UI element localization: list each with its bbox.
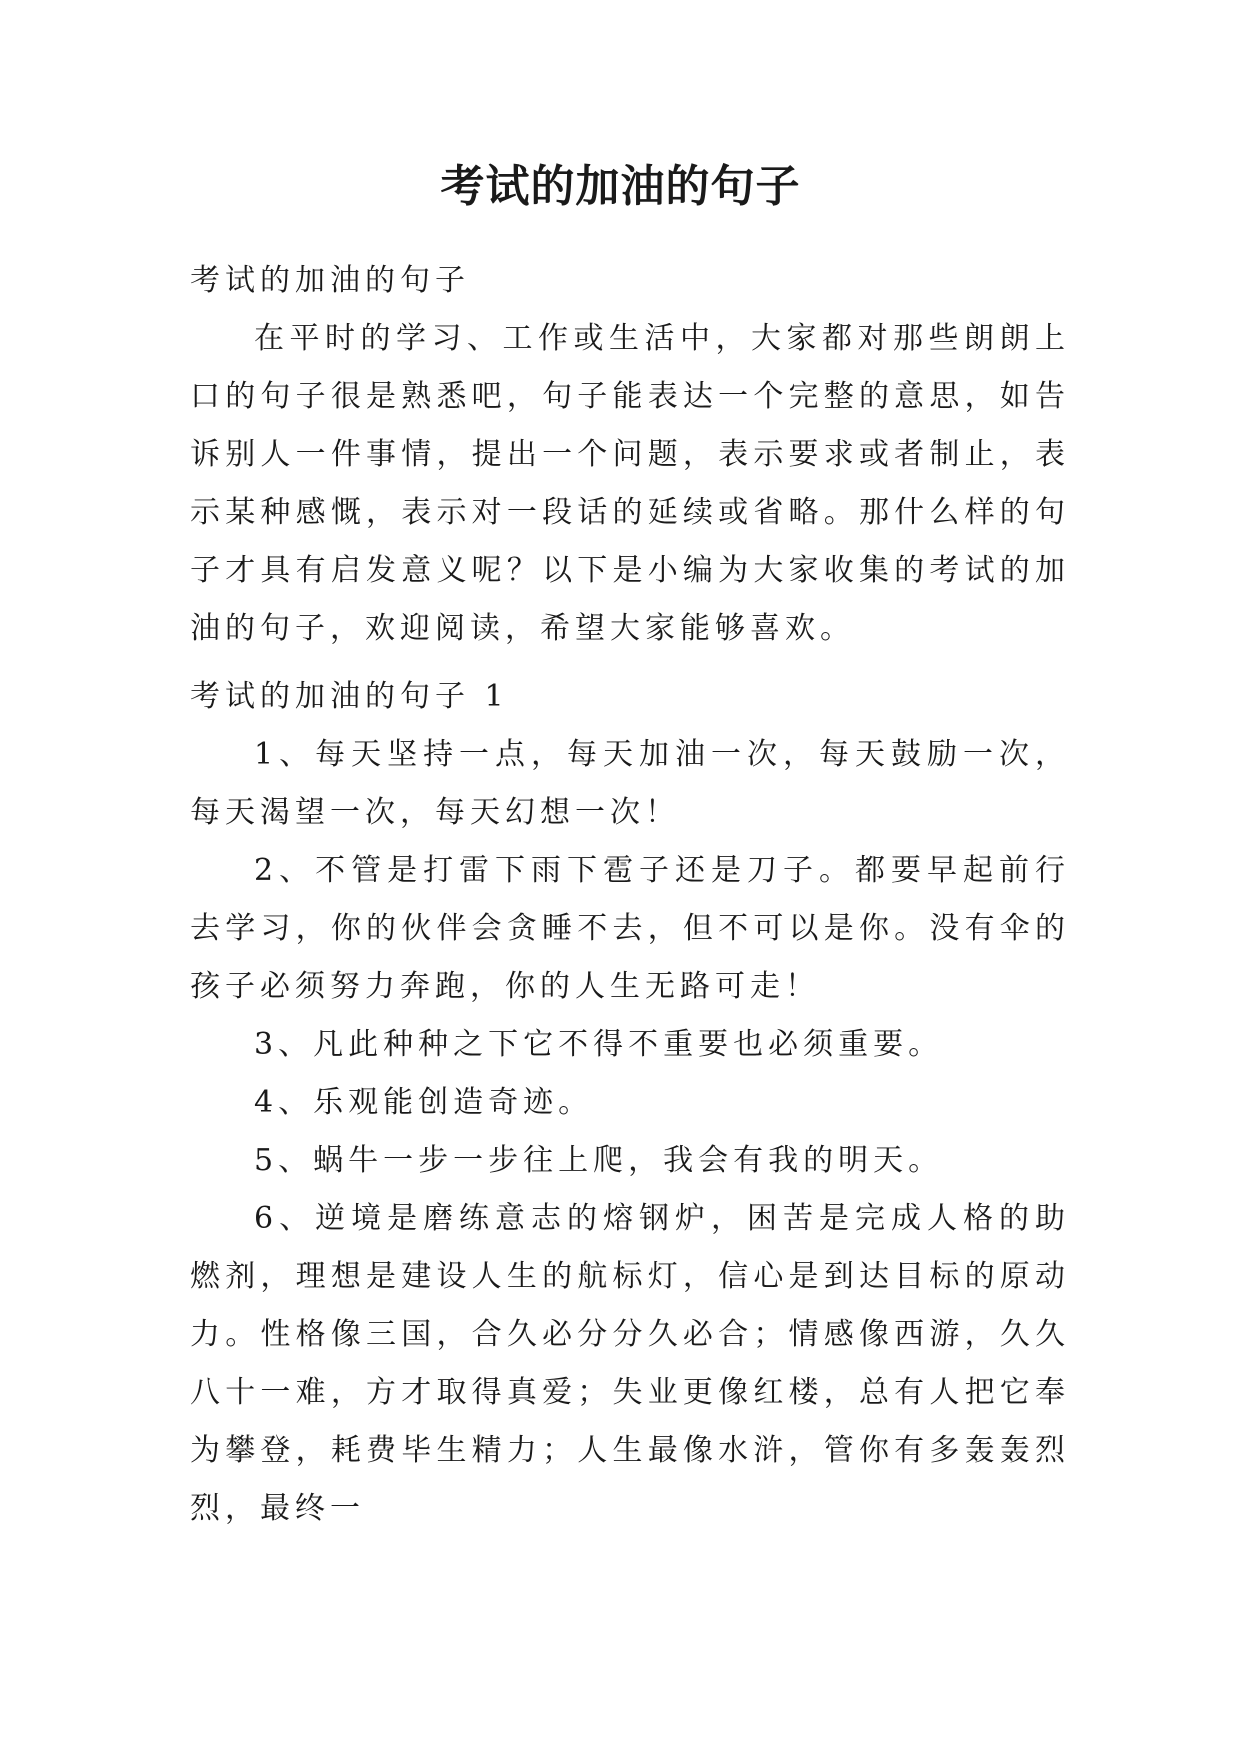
list-item: 1、每天坚持一点，每天加油一次，每天鼓励一次，每天渴望一次，每天幻想一次！ xyxy=(190,737,1070,830)
document-title: 考试的加油的句子 xyxy=(440,161,801,212)
list-item: 4、乐观能创造奇迹。 xyxy=(254,1085,594,1120)
intro-paragraph: 在平时的学习、工作或生活中，大家都对那些朗朗上口的句子很是熟悉吧，句子能表达一个完整的意思，如告诉别人一件事情，提出一个问题，表示要求或者制止，表示某种感慨，表示对一段话的延续或省略。那什么样的句子才具有启发意义呢？以下是小编为大家收集的考试的加油的句子，欢迎阅读，希望大家能够喜欢。 xyxy=(190,321,1070,646)
intro-section xyxy=(190,252,1070,658)
subtitle: 考试的加油的句子 xyxy=(190,263,470,298)
section-heading: 考试的加油的句子 1 xyxy=(190,679,509,714)
list-item: 5、蜗牛一步一步往上爬，我会有我的明天。 xyxy=(254,1143,944,1178)
section-1 xyxy=(190,668,1070,1538)
list-item: 3、凡此种种之下它不得不重要也必须重要。 xyxy=(254,1027,944,1062)
list-item: 6、逆境是磨练意志的熔钢炉，困苦是完成人格的助燃剂，理想是建设人生的航标灯，信心是到达目标的原动力。性格像三国，合久必分分久必合；情感像西游，久久八十一难，方才取得真爱；失业更像红楼，总有人把它奉为攀登，耗费毕生精力；人生最像水浒，管你有多轰轰烈烈，最终一 xyxy=(190,1201,1070,1526)
list-item: 2、不管是打雷下雨下雹子还是刀子。都要早起前行去学习，你的伙伴会贪睡不去，但不可以是你。没有伞的孩子必须努力奔跑，你的人生无路可走！ xyxy=(190,853,1070,1004)
